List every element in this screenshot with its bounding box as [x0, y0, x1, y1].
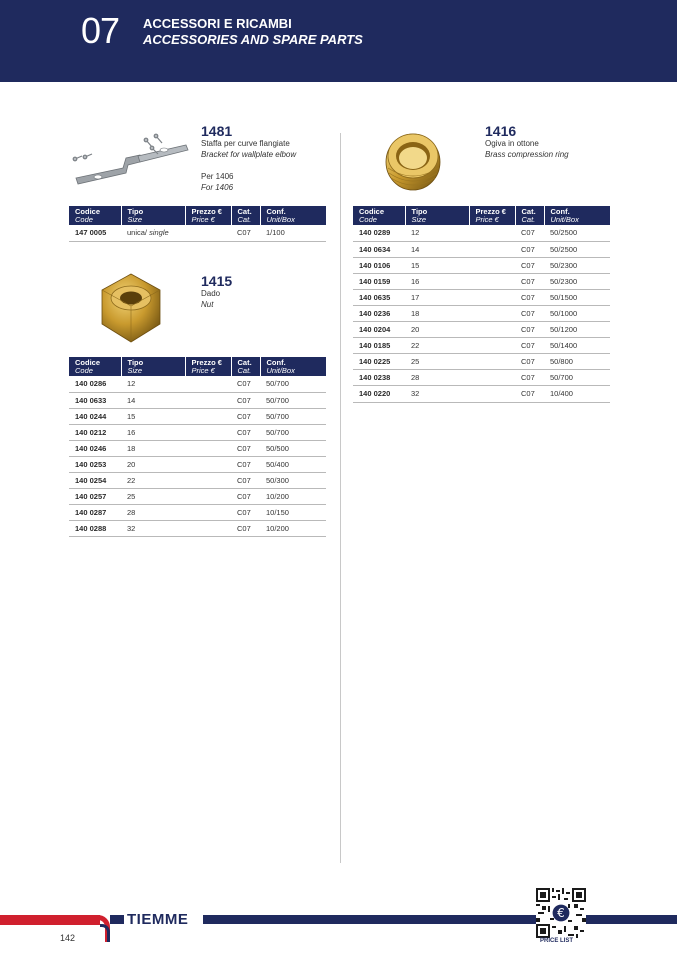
row-price — [185, 521, 231, 537]
row-code: 147 0005 — [69, 225, 121, 241]
nut-image — [98, 272, 164, 344]
row-box: 10/200 — [260, 521, 326, 537]
chapter-number: 07 — [81, 10, 120, 51]
row-size: 20 — [121, 456, 185, 472]
col-price: Prezzo € Price € — [185, 357, 231, 376]
row-size: 17 — [405, 289, 469, 305]
row-cat: C07 — [515, 289, 544, 305]
footer-pipe-bend-inner — [100, 924, 110, 942]
chapter-title-en: ACCESSORIES AND SPARE PARTS — [143, 32, 363, 47]
row-code: 140 0246 — [69, 440, 121, 456]
row-size: 20 — [405, 322, 469, 338]
row-cat: C07 — [515, 354, 544, 370]
row-cat: C07 — [515, 370, 544, 386]
row-box: 50/400 — [260, 456, 326, 472]
row-price — [469, 354, 515, 370]
row-box: 10/200 — [260, 489, 326, 505]
table-row — [353, 289, 610, 305]
row-box: 50/1500 — [544, 289, 610, 305]
col-size: Tipo Size — [121, 206, 185, 225]
table-row — [69, 408, 326, 424]
euro-symbol: € — [557, 906, 565, 921]
row-box: 10/150 — [260, 505, 326, 521]
desc-it: Ogiva in ottone — [485, 139, 539, 148]
row-code: 140 0212 — [69, 424, 121, 440]
col-price: Prezzo € Price € — [185, 206, 231, 225]
table-row — [353, 370, 610, 386]
table-row — [69, 440, 326, 456]
row-cat: C07 — [231, 408, 260, 424]
table-row — [353, 241, 610, 257]
footer-red-bar — [0, 915, 100, 925]
table-row — [353, 338, 610, 354]
bracket-image — [68, 128, 192, 190]
row-cat: C07 — [515, 225, 544, 241]
row-box: 50/700 — [260, 424, 326, 440]
row-size: 15 — [121, 408, 185, 424]
row-price — [185, 225, 231, 241]
note-en: For 1406 — [201, 183, 234, 192]
col-cat: Cat. Cat. — [231, 206, 260, 225]
row-cat: C07 — [231, 505, 260, 521]
row-size: unica/ single — [121, 225, 185, 241]
table-1415 — [69, 357, 326, 537]
product-code-1415: 1415 — [201, 273, 233, 289]
row-box: 50/700 — [260, 408, 326, 424]
row-price — [469, 322, 515, 338]
row-code: 140 0287 — [69, 505, 121, 521]
row-cat: C07 — [231, 489, 260, 505]
row-code: 140 0236 — [353, 305, 405, 321]
product-code-1416: 1416 — [485, 123, 517, 139]
row-cat: C07 — [515, 273, 544, 289]
row-code: 140 0634 — [353, 241, 405, 257]
row-cat: C07 — [231, 392, 260, 408]
desc-en: Bracket for wallplate elbow — [201, 150, 297, 159]
col-size: Tipo Size — [121, 357, 185, 376]
row-code: 140 0288 — [69, 521, 121, 537]
row-cat: C07 — [231, 456, 260, 472]
row-price — [185, 456, 231, 472]
row-cat: C07 — [231, 521, 260, 537]
row-price — [469, 370, 515, 386]
row-size: 28 — [405, 370, 469, 386]
row-code: 140 0185 — [353, 338, 405, 354]
col-cat: Cat. Cat. — [231, 357, 260, 376]
row-price — [469, 338, 515, 354]
product-desc-1416 — [485, 138, 569, 160]
row-price — [469, 257, 515, 273]
chapter-header — [0, 0, 677, 82]
row-price — [469, 305, 515, 321]
row-price — [185, 392, 231, 408]
compression-ring-image — [383, 128, 443, 192]
table-row — [353, 273, 610, 289]
row-size: 12 — [405, 225, 469, 241]
row-code: 140 0254 — [69, 473, 121, 489]
row-code: 140 0106 — [353, 257, 405, 273]
footer-navy-bar — [203, 915, 677, 924]
col-box: Conf. Unit/Box — [260, 206, 326, 225]
row-price — [469, 225, 515, 241]
row-code: 140 0220 — [353, 386, 405, 402]
table-row — [69, 225, 326, 241]
col-code: Codice Code — [353, 206, 405, 225]
desc-en: Nut — [201, 300, 214, 309]
row-box: 50/2500 — [544, 225, 610, 241]
col-box: Conf. Unit/Box — [260, 357, 326, 376]
row-code: 140 0635 — [353, 289, 405, 305]
row-box: 50/1000 — [544, 305, 610, 321]
row-cat: C07 — [515, 305, 544, 321]
row-box: 50/1200 — [544, 322, 610, 338]
row-cat: C07 — [515, 257, 544, 273]
row-price — [185, 376, 231, 392]
row-code: 140 0159 — [353, 273, 405, 289]
row-box: 50/1400 — [544, 338, 610, 354]
row-box: 50/2300 — [544, 273, 610, 289]
col-cat: Cat. Cat. — [515, 206, 544, 225]
desc-it: Dado — [201, 289, 221, 298]
row-price — [469, 289, 515, 305]
row-size: 25 — [405, 354, 469, 370]
table-row — [353, 305, 610, 321]
row-price — [185, 408, 231, 424]
row-size: 32 — [121, 521, 185, 537]
row-cat: C07 — [515, 338, 544, 354]
product-desc-1481 — [201, 138, 296, 193]
product-code-1481: 1481 — [201, 123, 233, 139]
table-row — [353, 225, 610, 241]
table-row — [69, 456, 326, 472]
table-row — [353, 322, 610, 338]
table-row — [69, 392, 326, 408]
table-row — [69, 424, 326, 440]
row-size: 25 — [121, 489, 185, 505]
row-code: 140 0257 — [69, 489, 121, 505]
col-code: Codice Code — [69, 357, 121, 376]
row-size: 22 — [121, 473, 185, 489]
row-cat: C07 — [231, 440, 260, 456]
brand-logo: TIEMME — [127, 911, 189, 928]
table-1481 — [69, 206, 326, 242]
table-row — [69, 489, 326, 505]
row-box: 50/700 — [260, 376, 326, 392]
col-price: Prezzo € Price € — [469, 206, 515, 225]
row-code: 140 0253 — [69, 456, 121, 472]
row-price — [185, 473, 231, 489]
row-code: 140 0225 — [353, 354, 405, 370]
row-code: 140 0289 — [353, 225, 405, 241]
row-price — [469, 241, 515, 257]
col-box: Conf. Unit/Box — [544, 206, 610, 225]
table-row — [353, 257, 610, 273]
row-size: 14 — [405, 241, 469, 257]
row-cat: C07 — [231, 473, 260, 489]
table-row — [69, 473, 326, 489]
table-row — [69, 505, 326, 521]
chapter-title-it: ACCESSORI E RICAMBI — [143, 16, 292, 31]
row-price — [469, 386, 515, 402]
table-row — [69, 521, 326, 537]
row-code: 140 0204 — [353, 322, 405, 338]
row-size: 18 — [405, 305, 469, 321]
row-box: 50/300 — [260, 473, 326, 489]
note-it: Per 1406 — [201, 172, 234, 181]
row-code: 140 0286 — [69, 376, 121, 392]
row-size: 28 — [121, 505, 185, 521]
row-price — [185, 440, 231, 456]
row-price — [185, 489, 231, 505]
row-price — [185, 505, 231, 521]
row-size: 16 — [121, 424, 185, 440]
col-code: Codice Code — [69, 206, 121, 225]
row-price — [469, 273, 515, 289]
row-size: 32 — [405, 386, 469, 402]
row-size: 15 — [405, 257, 469, 273]
row-size: 22 — [405, 338, 469, 354]
row-code: 140 0633 — [69, 392, 121, 408]
column-divider — [340, 133, 341, 863]
table-1416 — [353, 206, 610, 403]
row-cat: C07 — [515, 322, 544, 338]
row-box: 50/700 — [544, 370, 610, 386]
row-cat: C07 — [231, 424, 260, 440]
row-box: 50/2300 — [544, 257, 610, 273]
row-cat: C07 — [231, 225, 260, 241]
page-number: 142 — [60, 933, 76, 943]
row-size: 18 — [121, 440, 185, 456]
row-box: 50/800 — [544, 354, 610, 370]
product-desc-1415 — [201, 288, 220, 310]
row-box: 50/2500 — [544, 241, 610, 257]
row-cat: C07 — [231, 376, 260, 392]
row-box: 50/700 — [260, 392, 326, 408]
row-size: 12 — [121, 376, 185, 392]
row-cat: C07 — [515, 386, 544, 402]
desc-it: Staffa per curve flangiate — [201, 139, 290, 148]
row-box: 1/100 — [260, 225, 326, 241]
row-size: 14 — [121, 392, 185, 408]
table-row — [353, 386, 610, 402]
row-cat: C07 — [515, 241, 544, 257]
qr-label: PRICE LIST — [540, 938, 574, 944]
row-box: 10/400 — [544, 386, 610, 402]
footer-navy-stub — [110, 915, 124, 924]
row-box: 50/500 — [260, 440, 326, 456]
row-size: 16 — [405, 273, 469, 289]
desc-en: Brass compression ring — [485, 150, 569, 159]
table-row — [353, 354, 610, 370]
row-code: 140 0238 — [353, 370, 405, 386]
qr-code-icon[interactable] — [536, 888, 586, 938]
table-row — [69, 376, 326, 392]
row-code: 140 0244 — [69, 408, 121, 424]
col-size: Tipo Size — [405, 206, 469, 225]
row-price — [185, 424, 231, 440]
